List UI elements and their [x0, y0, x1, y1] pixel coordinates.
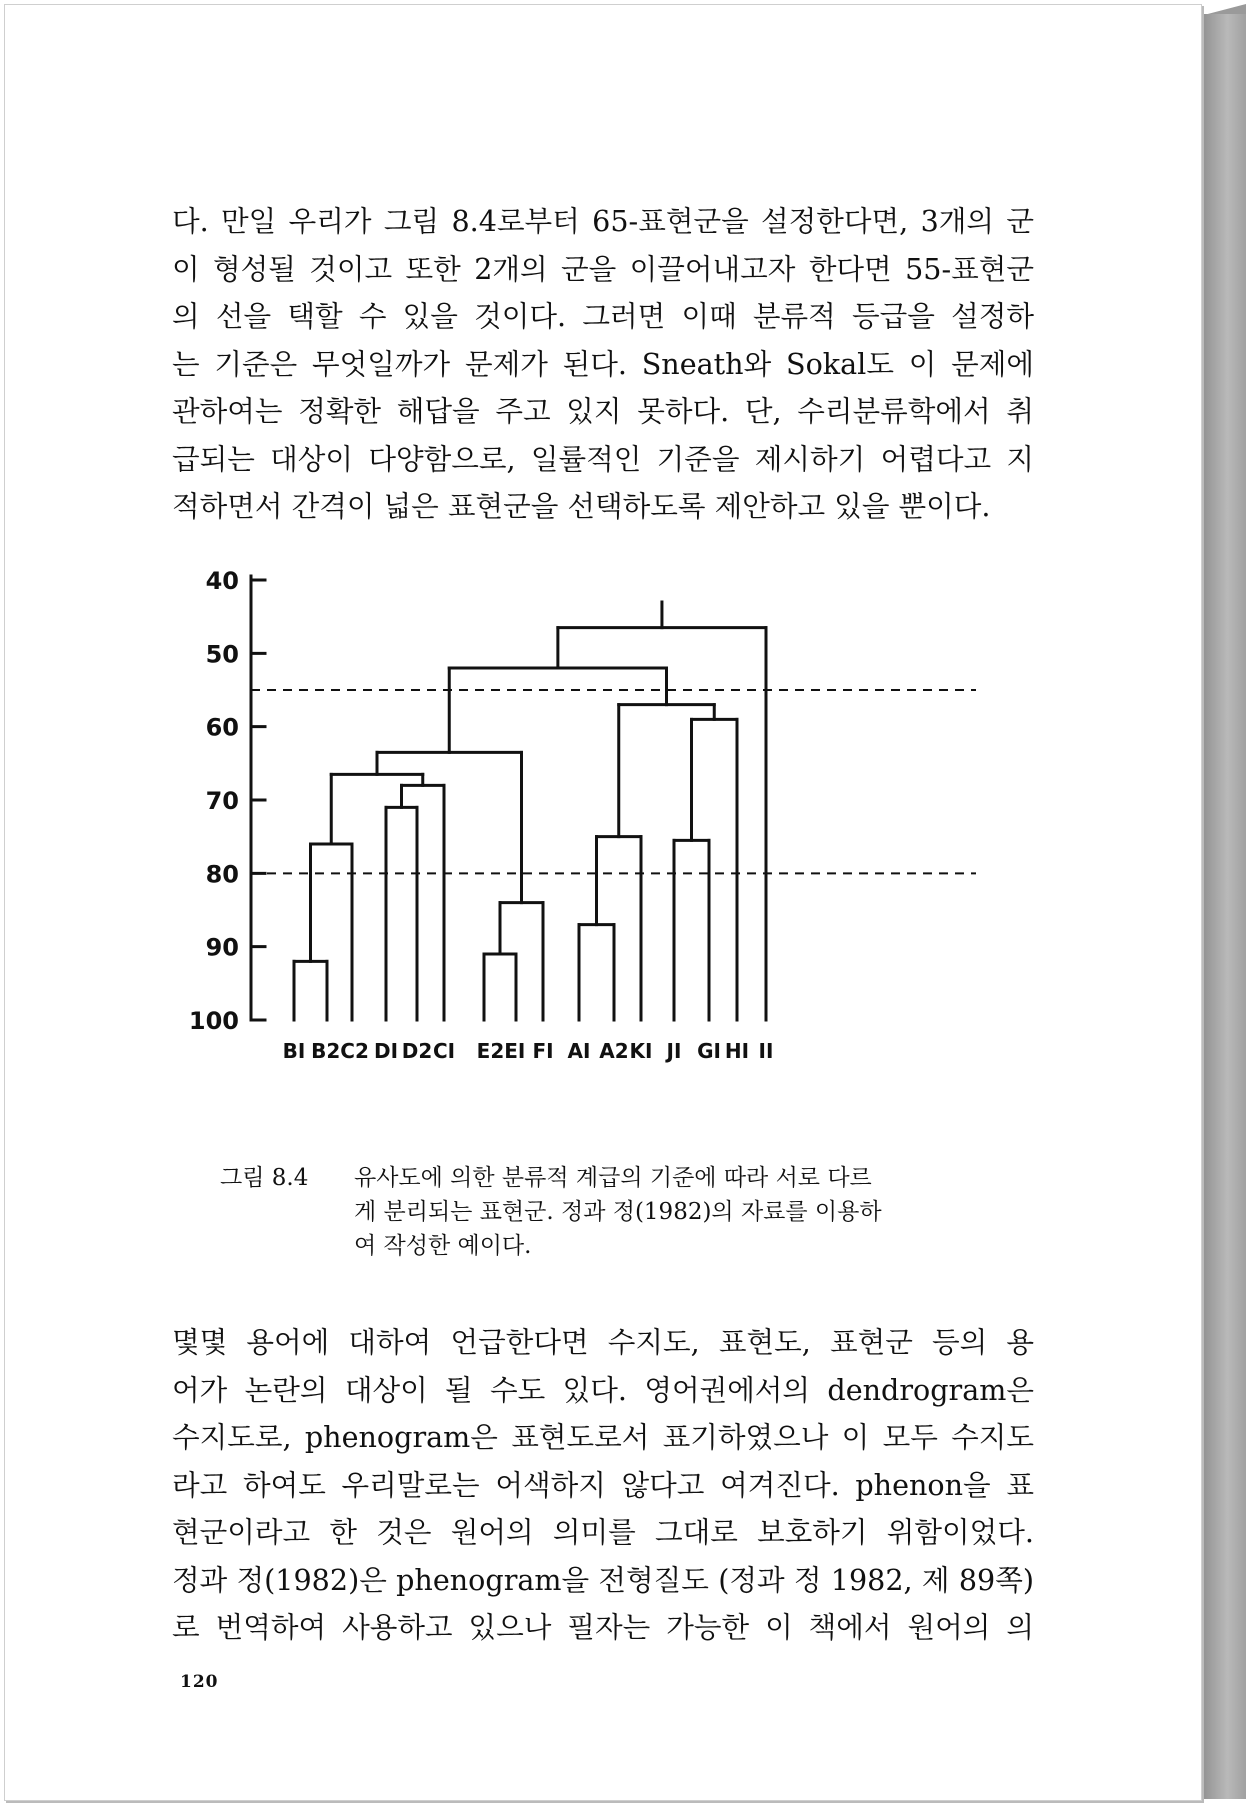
leaf-label: JI — [666, 1039, 682, 1063]
leaf-label: E2EI — [476, 1039, 526, 1063]
y-tick-label: 50 — [205, 640, 239, 669]
text-line: 수지도로, phenogram은 표현도로서 표기하였으나 이 모두 수지도 — [172, 1420, 1034, 1454]
y-tick-label: 100 — [188, 1007, 239, 1035]
text-line: 로 번역하여 사용하고 있으나 필자는 가능한 이 책에서 원어의 의 — [172, 1610, 1034, 1644]
text-line: 적하면서 간격이 넓은 표현군을 선택하도록 제안하고 있을 뿐이다. — [172, 489, 991, 523]
leaf-label: DI — [373, 1039, 399, 1063]
leaf-label: II — [758, 1039, 774, 1063]
page-number: 120 — [180, 1672, 219, 1692]
text-line: 어가 논란의 대상이 될 수도 있다. 영어권에서의 dendrogram은 — [172, 1372, 1034, 1407]
leaf-label: GI — [697, 1039, 721, 1063]
y-tick-label: 60 — [205, 713, 239, 742]
text-line: 의 선을 택할 수 있을 것이다. 그러면 이때 분류적 등급을 설정하 — [172, 299, 1034, 333]
text-line: 라고 하여도 우리말로는 어색하지 않다고 여겨진다. phenon을 표 — [172, 1467, 1034, 1502]
leaf-label: HI — [724, 1039, 750, 1063]
leaf-label: FI — [532, 1039, 554, 1063]
leaf-label: AI — [567, 1039, 591, 1063]
text-line: 는 기준은 무엇일까가 문제가 된다. Sneath와 Sokal도 이 문제에 — [172, 346, 1034, 381]
y-tick-label: 70 — [205, 787, 239, 815]
caption-label: 그림 8.4 — [220, 1165, 309, 1191]
caption-line: 여 작성한 예이다. — [354, 1233, 532, 1259]
text-line: 관하여는 정확한 해답을 주고 있지 못하다. 단, 수리분류학에서 취 — [172, 394, 1034, 428]
text-line: 다. 만일 우리가 그림 8.4로부터 65-표현군을 설정한다면, 3개의 군 — [172, 204, 1034, 238]
y-tick-label: 40 — [205, 567, 239, 595]
paragraph-bottom — [172, 1319, 1034, 1652]
caption-line: 게 분리되는 표현군. 정과 정(1982)의 자료를 이용하 — [354, 1199, 882, 1225]
dendrogram-figure — [176, 558, 1016, 1118]
dendrogram-chart — [176, 558, 1016, 1118]
caption-line: 유사도에 의한 분류적 계급의 기준에 따라 서로 다르 — [354, 1165, 872, 1191]
leaf-label: KI — [629, 1039, 653, 1063]
text-line: 이 형성될 것이고 또한 2개의 군을 이끌어내고자 한다면 55-표현군 — [172, 251, 1034, 286]
text-line: 정과 정(1982)은 phenogram을 전형질도 (정과 정 1982, 제 89쪽) — [172, 1562, 1034, 1597]
leaf-label: A2 — [599, 1039, 629, 1063]
leaf-label: B2C2 — [311, 1039, 369, 1063]
paragraph-top — [172, 198, 1034, 531]
leaf-label: D2 — [401, 1039, 433, 1063]
book-spine-shadow — [1200, 14, 1246, 1799]
text-line: 급되는 대상이 다양함으로, 일률적인 기준을 제시하기 어렵다고 지 — [172, 441, 1034, 476]
text-line: 현군이라고 한 것은 원어의 의미를 그대로 보호하기 위함이었다. — [172, 1515, 1034, 1549]
caption-text — [354, 1161, 1004, 1263]
leaf-label: CI — [432, 1039, 456, 1063]
text-line: 몇몇 용어에 대하여 언급한다면 수지도, 표현도, 표현군 등의 용 — [172, 1325, 1034, 1359]
y-tick-label: 90 — [205, 933, 239, 962]
y-tick-label: 80 — [205, 860, 239, 889]
leaf-label: BI — [282, 1039, 306, 1063]
